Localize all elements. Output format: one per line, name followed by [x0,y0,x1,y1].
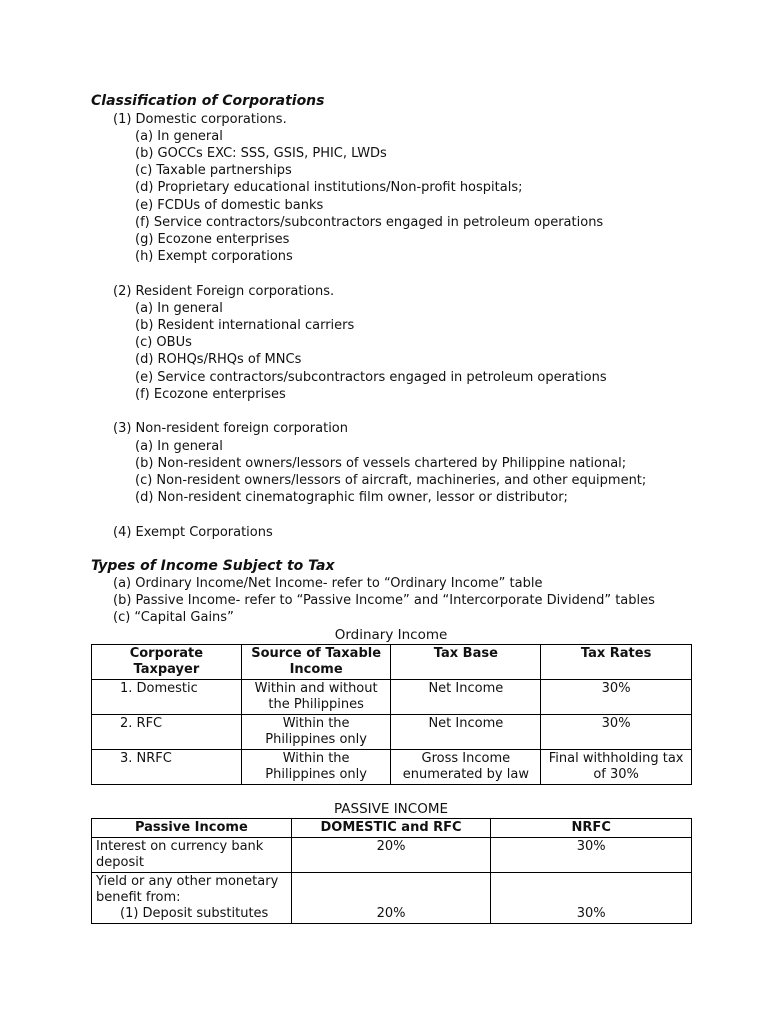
table-row [92,715,692,750]
table-cell: Interest on currency bank deposit [92,838,292,873]
table-cell: 20% [291,838,491,873]
list-item: (e) FCDUs of domestic banks [135,198,324,213]
table-cell [92,873,292,924]
list-item: (b) GOCCs EXC: SSS, GSIS, PHIC, LWDs [135,146,387,161]
table-row [92,838,692,873]
list-item: (c) “Capital Gains” [113,610,234,625]
ordinary-income-caption: Ordinary Income [334,627,448,643]
table-cell: 30% [541,715,692,750]
group-title: (4) Exempt Corporations [113,525,273,540]
table-row [92,873,692,924]
table-cell: Within the Philippines only [241,715,391,750]
section-heading-income-types: Types of Income Subject to Tax [91,558,335,574]
list-item: (g) Ecozone enterprises [135,232,290,247]
table-cell: Net Income [391,680,541,715]
list-item: (a) In general [135,129,223,144]
table-header-row [92,819,692,838]
list-item: (b) Passive Income- refer to “Passive Income” and “Intercorporate Dividend” tables [113,593,655,608]
column-header: Corporate Taxpayer [92,645,242,680]
table-cell: Net Income [391,715,541,750]
table-cell: Final withholding tax of 30% [541,750,692,785]
group-title: (2) Resident Foreign corporations. [113,284,335,299]
list-item: (e) Service contractors/subcontractors engaged in petroleum operations [135,370,607,385]
table-cell: Within the Philippines only [241,750,391,785]
table-cell: 30% [541,680,692,715]
table-cell: Gross Income enumerated by law [391,750,541,785]
table-header-row [92,645,692,680]
list-item: (d) Non-resident cinematographic film owner, lessor or distributor; [135,490,568,505]
table-cell: 30% [491,838,692,873]
passive-income-table [91,818,692,924]
column-header: Tax Base [391,645,541,680]
table-cell: 2. RFC [92,715,242,750]
table-cell: 20% [291,873,491,924]
list-item: (b) Non-resident owners/lessors of vessels chartered by Philippine national; [135,456,627,471]
section-heading-classification: Classification of Corporations [91,93,325,109]
table-row [92,680,692,715]
list-item: (a) In general [135,301,223,316]
list-item: (d) ROHQs/RHQs of MNCs [135,352,302,367]
column-header: NRFC [491,819,692,838]
group-title: (3) Non-resident foreign corporation [113,421,349,436]
table-cell: Within and without the Philippines [241,680,391,715]
list-item: (c) Non-resident owners/lessors of aircraft, machineries, and other equipment; [135,473,647,488]
table-cell: 30% [491,873,692,924]
row-label: Yield or any other monetary benefit from: [96,874,279,905]
row-sublabel: (1) Deposit substitutes [120,906,269,921]
column-header: Tax Rates [541,645,692,680]
list-item: (c) OBUs [135,335,192,350]
table-cell: 3. NRFC [92,750,242,785]
list-item: (b) Resident international carriers [135,318,355,333]
table-cell: 1. Domestic [92,680,242,715]
table-row [92,750,692,785]
column-header: Passive Income [92,819,292,838]
ordinary-income-table [91,644,692,785]
list-item: (a) Ordinary Income/Net Income- refer to “Ordinary Income” table [113,576,543,591]
list-item: (f) Ecozone enterprises [135,387,286,402]
list-item: (d) Proprietary educational institutions/Non-profit hospitals; [135,180,523,195]
list-item: (h) Exempt corporations [135,249,293,264]
column-header: DOMESTIC and RFC [291,819,491,838]
passive-income-caption: PASSIVE INCOME [334,801,448,817]
column-header: Source of Taxable Income [241,645,391,680]
list-item: (a) In general [135,439,223,454]
group-title: (1) Domestic corporations. [113,112,287,127]
list-item: (f) Service contractors/subcontractors engaged in petroleum operations [135,215,604,230]
list-item: (c) Taxable partnerships [135,163,292,178]
